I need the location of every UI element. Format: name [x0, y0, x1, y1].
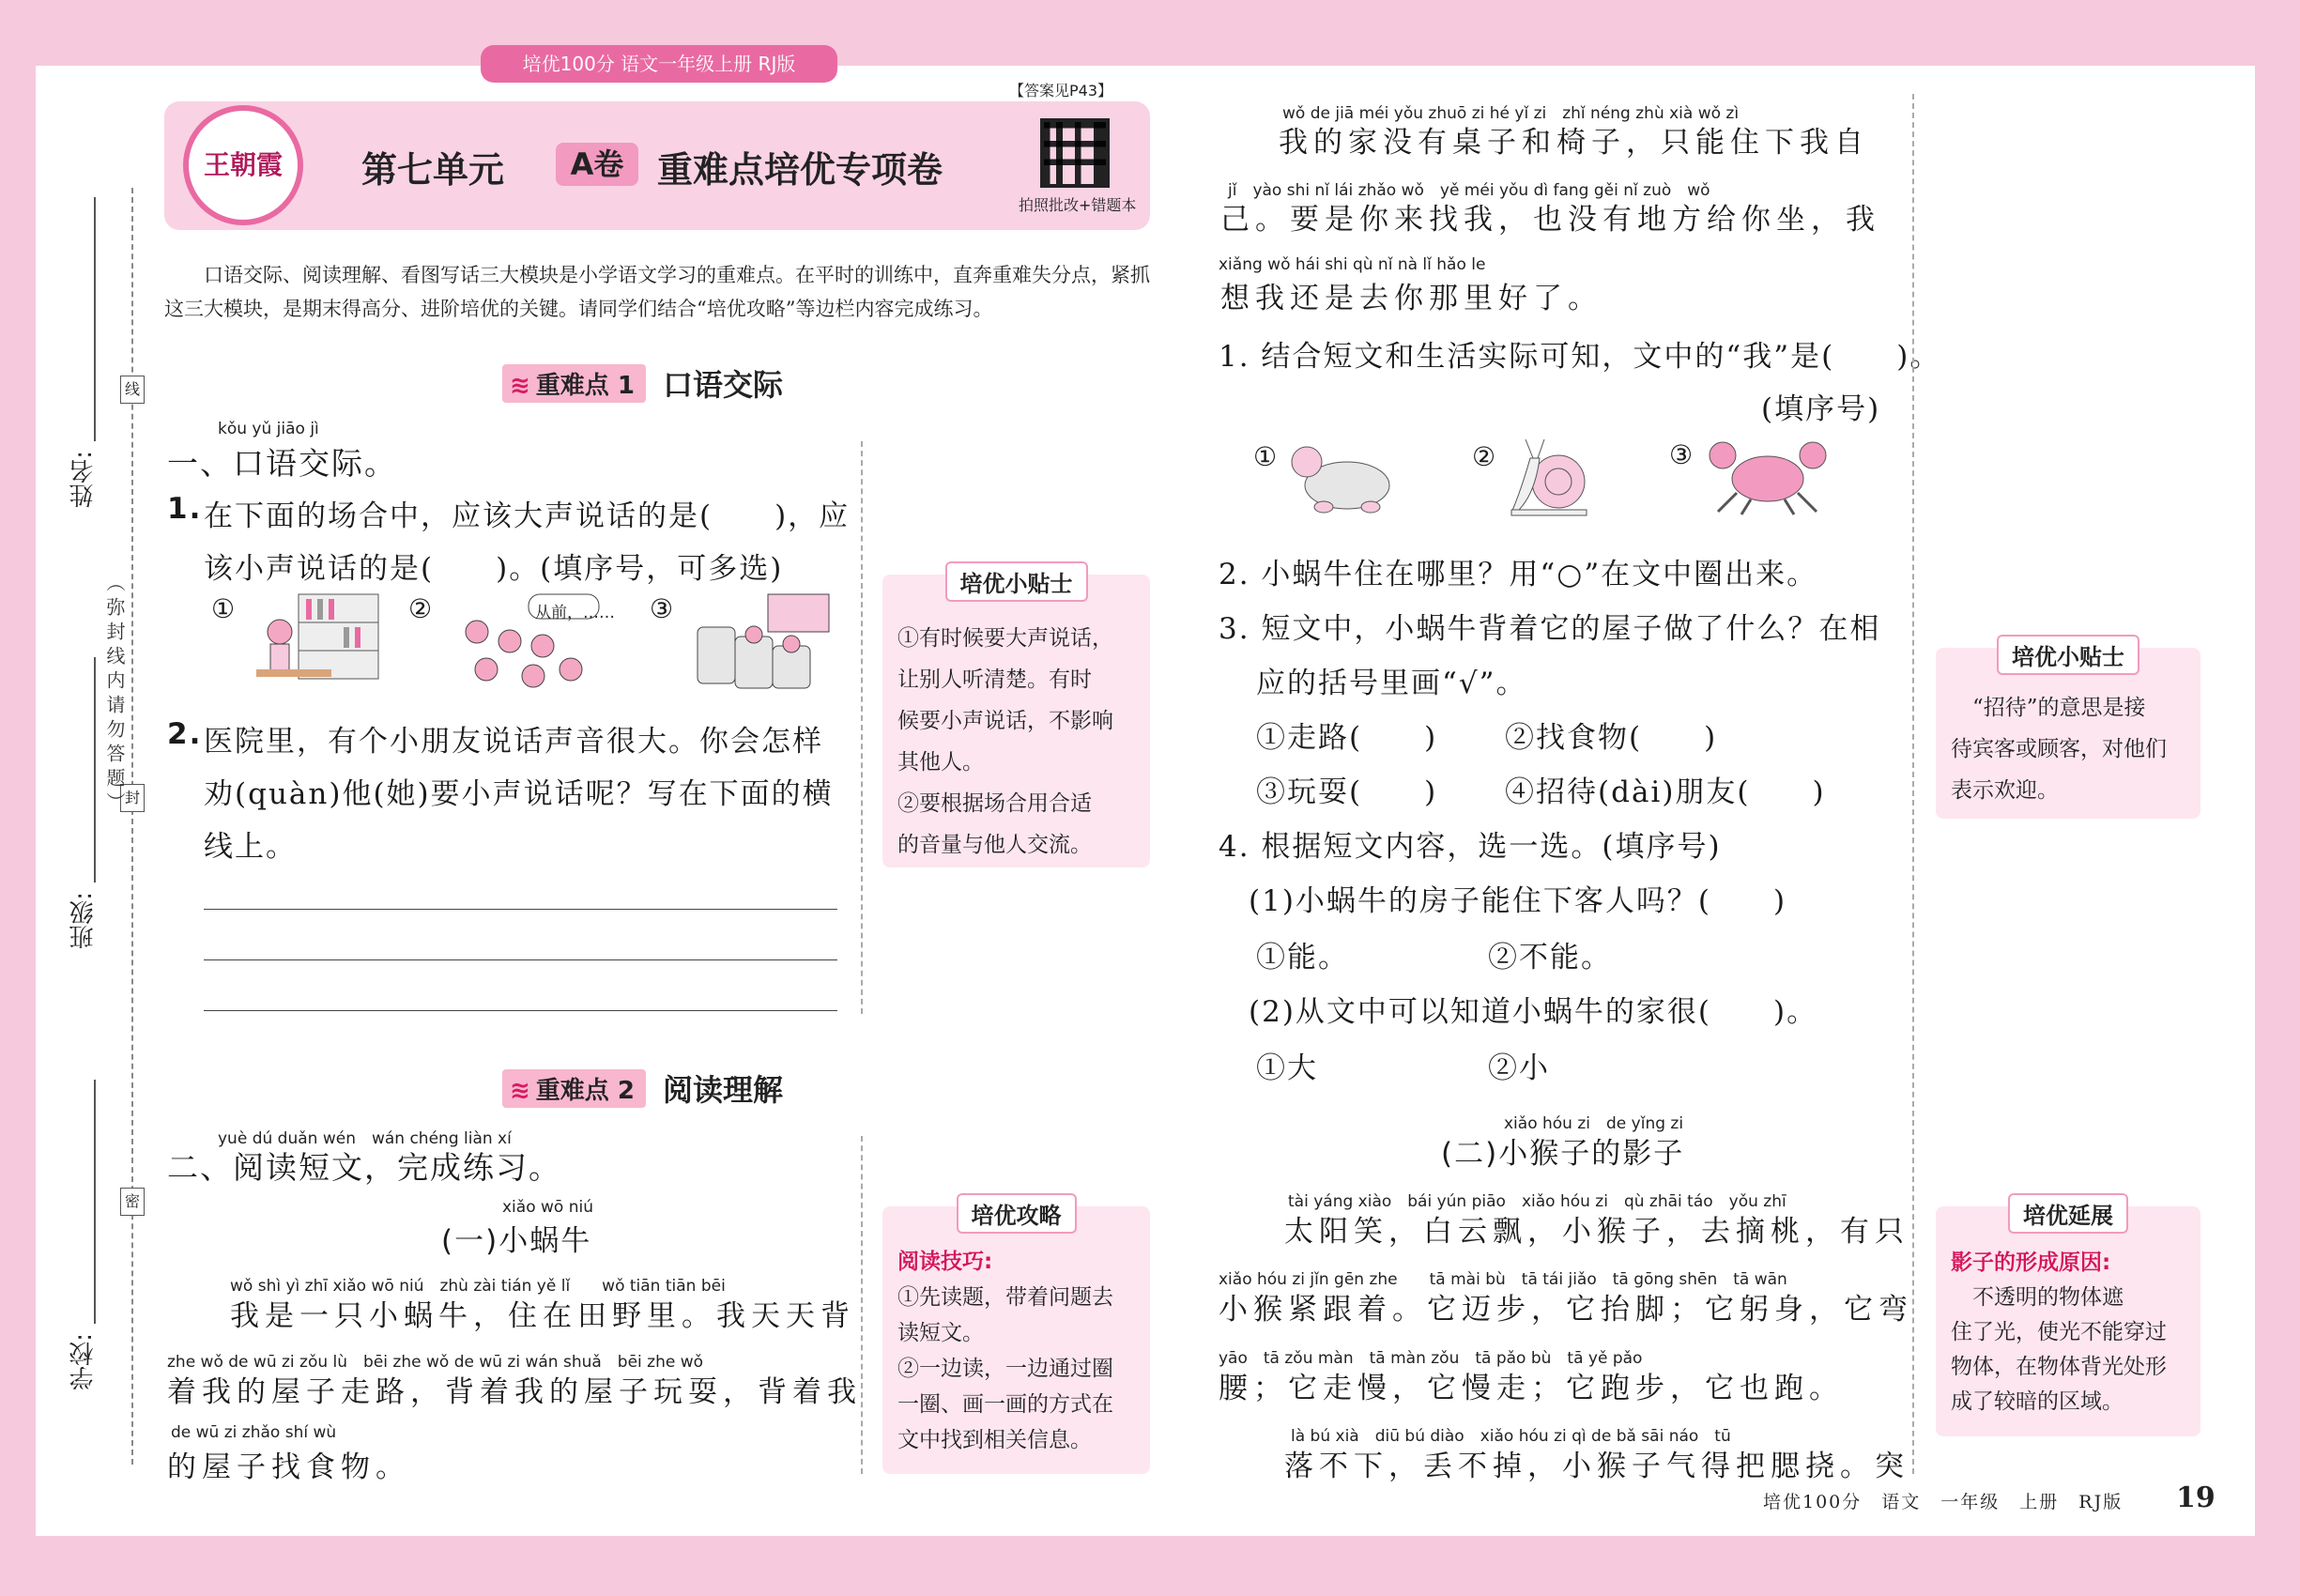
tip3-line: 表示欢迎。: [1951, 778, 2059, 803]
wave-icon: ≋: [510, 1076, 530, 1105]
tip-title-1: 培优小贴士: [945, 561, 1088, 602]
right-line-1: 我的家没有桌子和椅子，只能住下我自: [1279, 126, 1869, 160]
scene-option-2: ②: [408, 593, 435, 624]
tip2-heading: 阅读技巧:: [897, 1250, 993, 1274]
binding-mark-line: 线: [120, 376, 145, 404]
story1-pinyin-line3: de wū zi zhǎo shí wù: [171, 1423, 337, 1442]
answer-line-2[interactable]: [204, 959, 837, 960]
right-pinyin-1: wǒ de jiā méi yǒu zhuō zi hé yǐ zi zhǐ néng zhù xià wǒ zì: [1282, 104, 1740, 123]
tip3-line: 待宾客或顾客，对他们: [1951, 737, 2167, 761]
tip-box-3: [1936, 644, 2200, 819]
tip2-line: 读短文。: [897, 1321, 984, 1345]
tip-box-1: [882, 571, 1150, 867]
footer-text: 培优100分 语文 一年级 上册 RJ版: [1763, 1492, 2124, 1512]
story2-line1: 太阳笑，白云飘，小猴子，去摘桃，有只: [1284, 1215, 1909, 1249]
right-line-2: 己。要是你来找我，也没有地方给你坐，我: [1220, 203, 1880, 237]
intro-paragraph: 口语交际、阅读理解、看图写话三大模块是小学语文学习的重难点。在平时的训练中，直奔重难失分点，紧抓这三大模块，是期末得高分、进阶培优的关键。请同学们结合“培优攻略”等边栏内容完成练习。: [164, 264, 1150, 320]
qr-caption: 拍照批改+错题本: [1019, 196, 1137, 214]
story2-line4: 落不下，丢不掉，小猴子气得把腮挠。突: [1284, 1450, 1909, 1483]
story1-pinyin-line2: zhe wǒ de wū zi zǒu lù bēi zhe wǒ de wū zi wán shuǎ bēi zhe wǒ: [167, 1353, 704, 1372]
tip-body-3: [1951, 687, 2187, 811]
q1-line1: 在下面的场合中，应该大声说话的是( )，应: [204, 499, 851, 533]
unit-title: 第七单元: [361, 149, 505, 191]
tip2-line: 一圈、画一画的方式在: [897, 1392, 1113, 1417]
tip1-line: ②要根据场合用合适: [897, 791, 1092, 816]
qr-code-icon[interactable]: [1040, 118, 1110, 188]
r-q4: 4. 根据短文内容，选一选。(填序号): [1219, 830, 1722, 864]
part2-pinyin: yuè dú duǎn wén wán chéng liàn xí: [218, 1129, 512, 1148]
school-field-line[interactable]: [94, 1080, 96, 1324]
tip2-line: 文中找到相关信息。: [897, 1428, 1092, 1452]
r-q4-1-option-a[interactable]: ①能。: [1256, 941, 1349, 974]
story2-line3: 腰；它走慢，它慢走；它跑步，它也跑。: [1219, 1372, 1844, 1405]
tip2-line: ②一边读，一边通过圈: [897, 1357, 1113, 1381]
snail-picture: [1507, 430, 1596, 524]
r-q3-option-c[interactable]: ③玩耍( ): [1256, 775, 1438, 809]
r-q3-option-a[interactable]: ①走路( ): [1256, 721, 1438, 755]
r-q2: 2. 小蜗牛住在哪里？用“○”在文中圈出来。: [1219, 558, 1818, 591]
r-q1: 1. 结合短文和生活实际可知，文中的“我”是( )。: [1219, 340, 1941, 374]
story2-pinyin-line4: là bú xià diū bú diào xiǎo hóu zi qì de bǎ sāi náo tū: [1291, 1427, 1731, 1446]
story1-title: (一)小蜗牛: [441, 1224, 592, 1258]
section-name-2: 阅读理解: [662, 1072, 783, 1108]
q2-line1: 医院里，有个小朋友说话声音很大。你会怎样: [204, 725, 823, 759]
r-q4-1: (1)小蜗牛的房子能住下客人吗？( ): [1249, 884, 1787, 918]
r-q3-option-b[interactable]: ②找食物( ): [1505, 721, 1718, 755]
r-q3-line1: 3. 短文中，小蜗牛背着它的屋子做了什么？在相: [1219, 612, 1881, 646]
column-divider-bottom: [861, 1136, 863, 1474]
animal-option-1: ①: [1253, 441, 1280, 472]
story1-pinyin: xiǎo wō niú: [502, 1198, 593, 1217]
tip1-line: 让别人听清楚。有时: [897, 668, 1092, 692]
section-heading-2: [502, 1067, 783, 1110]
name-label: 姓名:: [69, 451, 98, 508]
part1-pinyin: kǒu yǔ jiāo jì: [218, 420, 319, 438]
animal-option-2: ②: [1472, 441, 1498, 472]
scene-option-3: ③: [650, 593, 676, 624]
tip-body-4: [1951, 1246, 2187, 1420]
library-scene-picture: [252, 590, 383, 693]
tip1-line: 其他人。: [897, 750, 984, 775]
section-name-1: 口语交际: [662, 367, 783, 403]
answer-reference: 【答案见P43】: [1009, 82, 1113, 100]
tip-box-4: [1936, 1203, 2200, 1436]
tip1-line: 候要小声说话，不影响: [897, 709, 1113, 733]
wave-icon: ≋: [510, 371, 530, 400]
paper-badge: A卷: [556, 143, 638, 186]
school-label: 学校:: [69, 1333, 98, 1390]
part1-title: 一、口语交际。: [167, 445, 397, 482]
right-column-divider: [1912, 94, 1914, 1474]
binding-mark-close: 密: [120, 1188, 145, 1216]
story1-line2: 着我的屋子走路，背着我的屋子玩耍，背着我: [167, 1375, 862, 1409]
section-tag-2: ≋ 重难点 2: [502, 1069, 646, 1108]
story2-title: (二)小猴子的影子: [1441, 1137, 1685, 1171]
name-field-line[interactable]: [94, 197, 96, 441]
tip4-line: 物体，在物体背光处形: [1951, 1355, 2167, 1379]
right-pinyin-2: jǐ yào shi nǐ lái zhǎo wǒ yě méi yǒu dì fang gěi nǐ zuò wǒ: [1228, 181, 1710, 200]
story1-pinyin-line1: wǒ shì yì zhī xiǎo wō niú zhù zài tián yě lǐ wǒ tiān tiān bēi: [230, 1277, 726, 1296]
right-pinyin-3: xiǎng wǒ hái shi qù nǐ nà lǐ hǎo le: [1219, 255, 1486, 274]
answer-line-3[interactable]: [204, 1010, 837, 1011]
story1-line3: 的屋子找食物。: [167, 1450, 410, 1484]
r-q3-option-d[interactable]: ④招待(dài)朋友( ): [1505, 775, 1826, 809]
part2-title: 二、阅读短文，完成练习。: [167, 1149, 561, 1186]
tip2-line: ①先读题，带着问题去: [897, 1285, 1113, 1310]
r-q4-2-option-b[interactable]: ②小: [1488, 1051, 1550, 1085]
r-q4-2: (2)从文中可以知道小蜗牛的家很( )。: [1249, 995, 1818, 1029]
tip-body-1: [897, 618, 1137, 866]
r-q3-line2: 应的括号里画“√”。: [1256, 667, 1527, 700]
tip4-line: 成了较暗的区域。: [1951, 1389, 2124, 1414]
story2-line2: 小猴紧跟着。它迈步，它抬脚；它躬身，它弯: [1219, 1293, 1913, 1327]
section-heading-1: [502, 361, 783, 405]
q2-number: 2.: [167, 717, 203, 751]
tip4-line: 不透明的物体遮: [1951, 1285, 2124, 1310]
cinema-scene-picture: [693, 590, 834, 693]
tip-title-2: 培优攻略: [957, 1193, 1077, 1234]
story2-pinyin-line1: tài yáng xiào bái yún piāo xiǎo hóu zi qù zhāi táo yǒu zhī: [1288, 1192, 1786, 1211]
r-q4-2-option-a[interactable]: ①大: [1256, 1051, 1318, 1085]
tip-box-2: [882, 1203, 1150, 1474]
q1-line2: 该小声说话的是( )。(填序号，可多选): [204, 552, 784, 586]
tip-title-4: 培优延展: [2008, 1193, 2128, 1234]
r-q4-1-option-b[interactable]: ②不能。: [1488, 941, 1612, 974]
header-tab: 培优100分 语文一年级上册 RJ版: [481, 45, 837, 83]
story2-pinyin-line3: yāo tā zǒu màn tā màn zǒu tā pǎo bù tā yě pǎo: [1219, 1349, 1643, 1368]
class-label: 班级:: [69, 892, 98, 949]
binding-notice: （弥封线内请勿答题）: [103, 573, 126, 817]
animal-option-3: ③: [1669, 439, 1695, 470]
q2-line3: 线上。: [204, 830, 297, 864]
crab-picture: [1704, 432, 1831, 516]
speech-bubble: 从前，……: [535, 604, 615, 622]
paper-subtitle: 重难点培优专项卷: [657, 149, 943, 191]
r-q1-hint: (填序号): [1761, 392, 1881, 426]
story2-pinyin-line2: xiǎo hóu zi jǐn gēn zhe tā mài bù tā tái jiǎo tā gōng shēn tā wān: [1219, 1270, 1787, 1289]
column-divider-top: [861, 441, 863, 1014]
page-number: 19: [2176, 1481, 2216, 1514]
tip4-line: 住了光，使光不能穿过: [1951, 1320, 2167, 1344]
publisher-logo: 王朝霞: [183, 105, 303, 225]
q2-line2: 劝(quàn)他(她)要小声说话呢？写在下面的横: [204, 777, 834, 811]
tip3-line: “招待”的意思是接: [1951, 696, 2146, 720]
tip1-line: ①有时候要大声说话，: [897, 626, 1113, 651]
section-tag-1: ≋ 重难点 1: [502, 364, 646, 403]
tip4-heading: 影子的形成原因:: [1951, 1251, 2111, 1275]
binding-mark-seal: 封: [120, 784, 145, 812]
right-line-3: 想我还是去你那里好了。: [1220, 282, 1602, 315]
turtle-picture: [1286, 434, 1399, 518]
tip1-line: 的音量与他人交流。: [897, 833, 1092, 857]
story1-line1: 我是一只小蜗牛，住在田野里。我天天背: [230, 1299, 855, 1333]
class-field-line[interactable]: [94, 657, 96, 882]
scene-option-1: ①: [211, 593, 238, 624]
tip-body-2: [897, 1244, 1137, 1458]
tip-title-3: 培优小贴士: [1997, 635, 2139, 675]
q1-number: 1.: [167, 492, 203, 526]
answer-line-1[interactable]: [204, 909, 837, 910]
story2-pinyin: xiǎo hóu zi de yǐng zi: [1504, 1114, 1684, 1133]
